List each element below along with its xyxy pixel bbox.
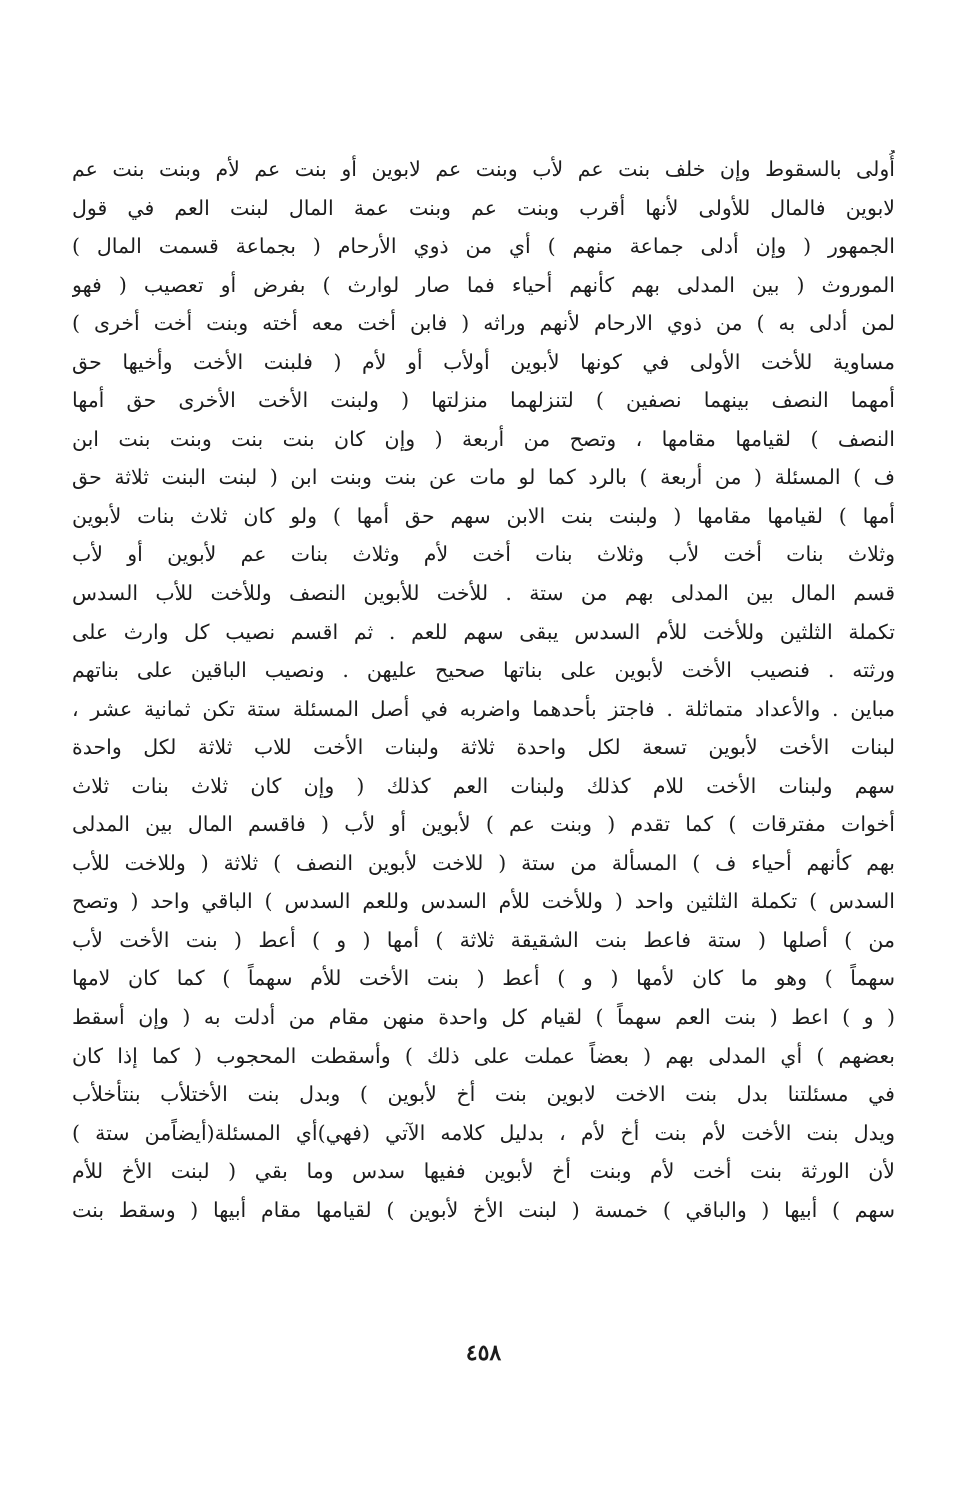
text-line: ورثته . فنصيب الأخت لأبوين على بناتها صحيح عليهن . ونصيب الباقين على بناتهم <box>72 658 895 683</box>
text-line: الموروث ( بين المدلى بهم كأنهم أحياء فما صار لوارث ) بفرض أو تعصيب ( فهو <box>72 272 895 297</box>
page-text-block <box>72 150 895 1229</box>
text-line: لابوين فالمال للأولى لأنها أقرب وبنت عم وبنت عمة المال لبنت العم في قول <box>72 195 895 220</box>
text-line: بعضهم ) أي المدلى بهم ( بعضاً عملت على ذلك ) وأسقطت المحجوب ( كما إذا كان <box>72 1043 895 1068</box>
text-line: أُولى بالسقوط وإن خلف بنت عم لأب وبنت عم لابوين أو بنت عم لأم وبنت بنت عم <box>72 157 895 181</box>
text-line: مساوية للأخت الأولى في كونها لأبوين أولأب أو لأم ( فلبنت الأخت وأخيها حق <box>72 349 895 374</box>
text-line: النصف ) لقيامها مقامها ، وتصح من أربعة ( وإن كان بنت بنت وبنت بنت ابن <box>72 426 895 451</box>
text-line: لبنات الأخت لأبوين تسعة لكل واحدة ثلاثة ولبنات الأخت للاب ثلاثة لكل واحدة <box>72 735 895 760</box>
text-line: وثلاث بنات أخت لأب وثلاث بنات أخت لأم وثلاث بنات عم لأبوين أو لأب <box>72 542 895 567</box>
text-line: أخوات مفترقات ) كما تقدم ( وبنت عم ) لأبوين أو لأب ( فاقسم المال بين المدلى <box>72 812 895 837</box>
text-line: تكملة الثلثين وللأخت للأم السدس يبقى سهم للعم . ثم اقسم نصيب كل وارث على <box>72 619 895 644</box>
text-line: الجمهور ( وإن أدلى جماعة منهم ) أي من ذوي الأرحام ( بجماعة قسمت المال ) <box>72 234 895 259</box>
text-line: سهماً ) وهو ما كان لأمها ( و ) أعط ( بنت الأخت للأم سهماً ) كما كان لامها <box>72 966 895 991</box>
text-line: السدس ) تكملة الثلثين واحد ( وللأخت للأم السدس وللعم السدس ) الباقي واحد ( وتصح <box>72 889 895 914</box>
text-line: قسم المال بين المدلى بهم من ستة . للأخت للأبوين النصف وللأخت للأب السدس <box>72 581 895 606</box>
text-line: سهم ) أبيها ( والباقي ) خمسة ( لبنت الأخ لأبوين ) لقيامها مقام أبيها ( وسقط بنت <box>72 1197 895 1222</box>
text-line: لمن أدلى به ) من ذوي الارحام لأنهم وراثه ( فابن أخت معه أخته وبنت أخت أخرى ) <box>72 311 895 336</box>
text-line: سهم ولبنات الأخت للام كذلك ولبنات العم كذلك ( وإن كان ثلاث بنات ثلاث <box>72 773 895 798</box>
page-number: ٤٥٨ <box>465 1340 502 1366</box>
text-line: بهم كأنهم أحياء ف ) المسألة من ستة ( للاخت لأبوين النصف ) ثلاثة ( وللاخت للأب <box>72 850 895 875</box>
text-line: مباين . والأعداد متماثلة . فاجتز بأحدهما واضربه في أصل المسئلة ستة تكن ثمانية عشر ، <box>72 696 895 721</box>
text-line: ( و ) اعط ( بنت العم سهماً ) لقيام كل واحدة منهن مقام من أدلت به ( وإن أسقط <box>72 1005 895 1030</box>
text-line: ف ) المسئلة ( من أربعة ) بالرد كما لو مات عن بنت وبنت ابن ( لبنت البنت ثلاثة حق <box>72 465 895 490</box>
text-line: أمهما النصف بينهما نصفين ) لتنزلهما منزلتها ( ولبنت الأخت الأخرى حق أمها <box>72 388 895 413</box>
text-line: من ) أصلها ( ستة فاعط بنت الشقيقة ثلاثة ) أمها ( و ) أعط ( بنت الأخت لأب <box>72 927 895 952</box>
text-line: لأن الورثة بنت أخت لأم وبنت أخ لأبوين ففيها سدس وما بقي ( لبنت الأخ للأم <box>72 1159 895 1184</box>
text-line: في مسئلتنا بدل بنت الاخت لابوين بنت أخ لأبوين ) وبدل بنت الأختلأب بنتأخلأب <box>72 1082 895 1107</box>
text-line: ويدل بنت الأخت لأم بنت أخ لأم ، بدليل كلامه الآتي (فهي)أي المسئلة(أيضاًمن ستة ) <box>72 1120 895 1145</box>
text-line: أمها ) لقيامها مقامها ( ولبنت بنت الابن سهم حق أمها ) ولو كان ثلاث بنات لأبوين <box>72 503 895 528</box>
